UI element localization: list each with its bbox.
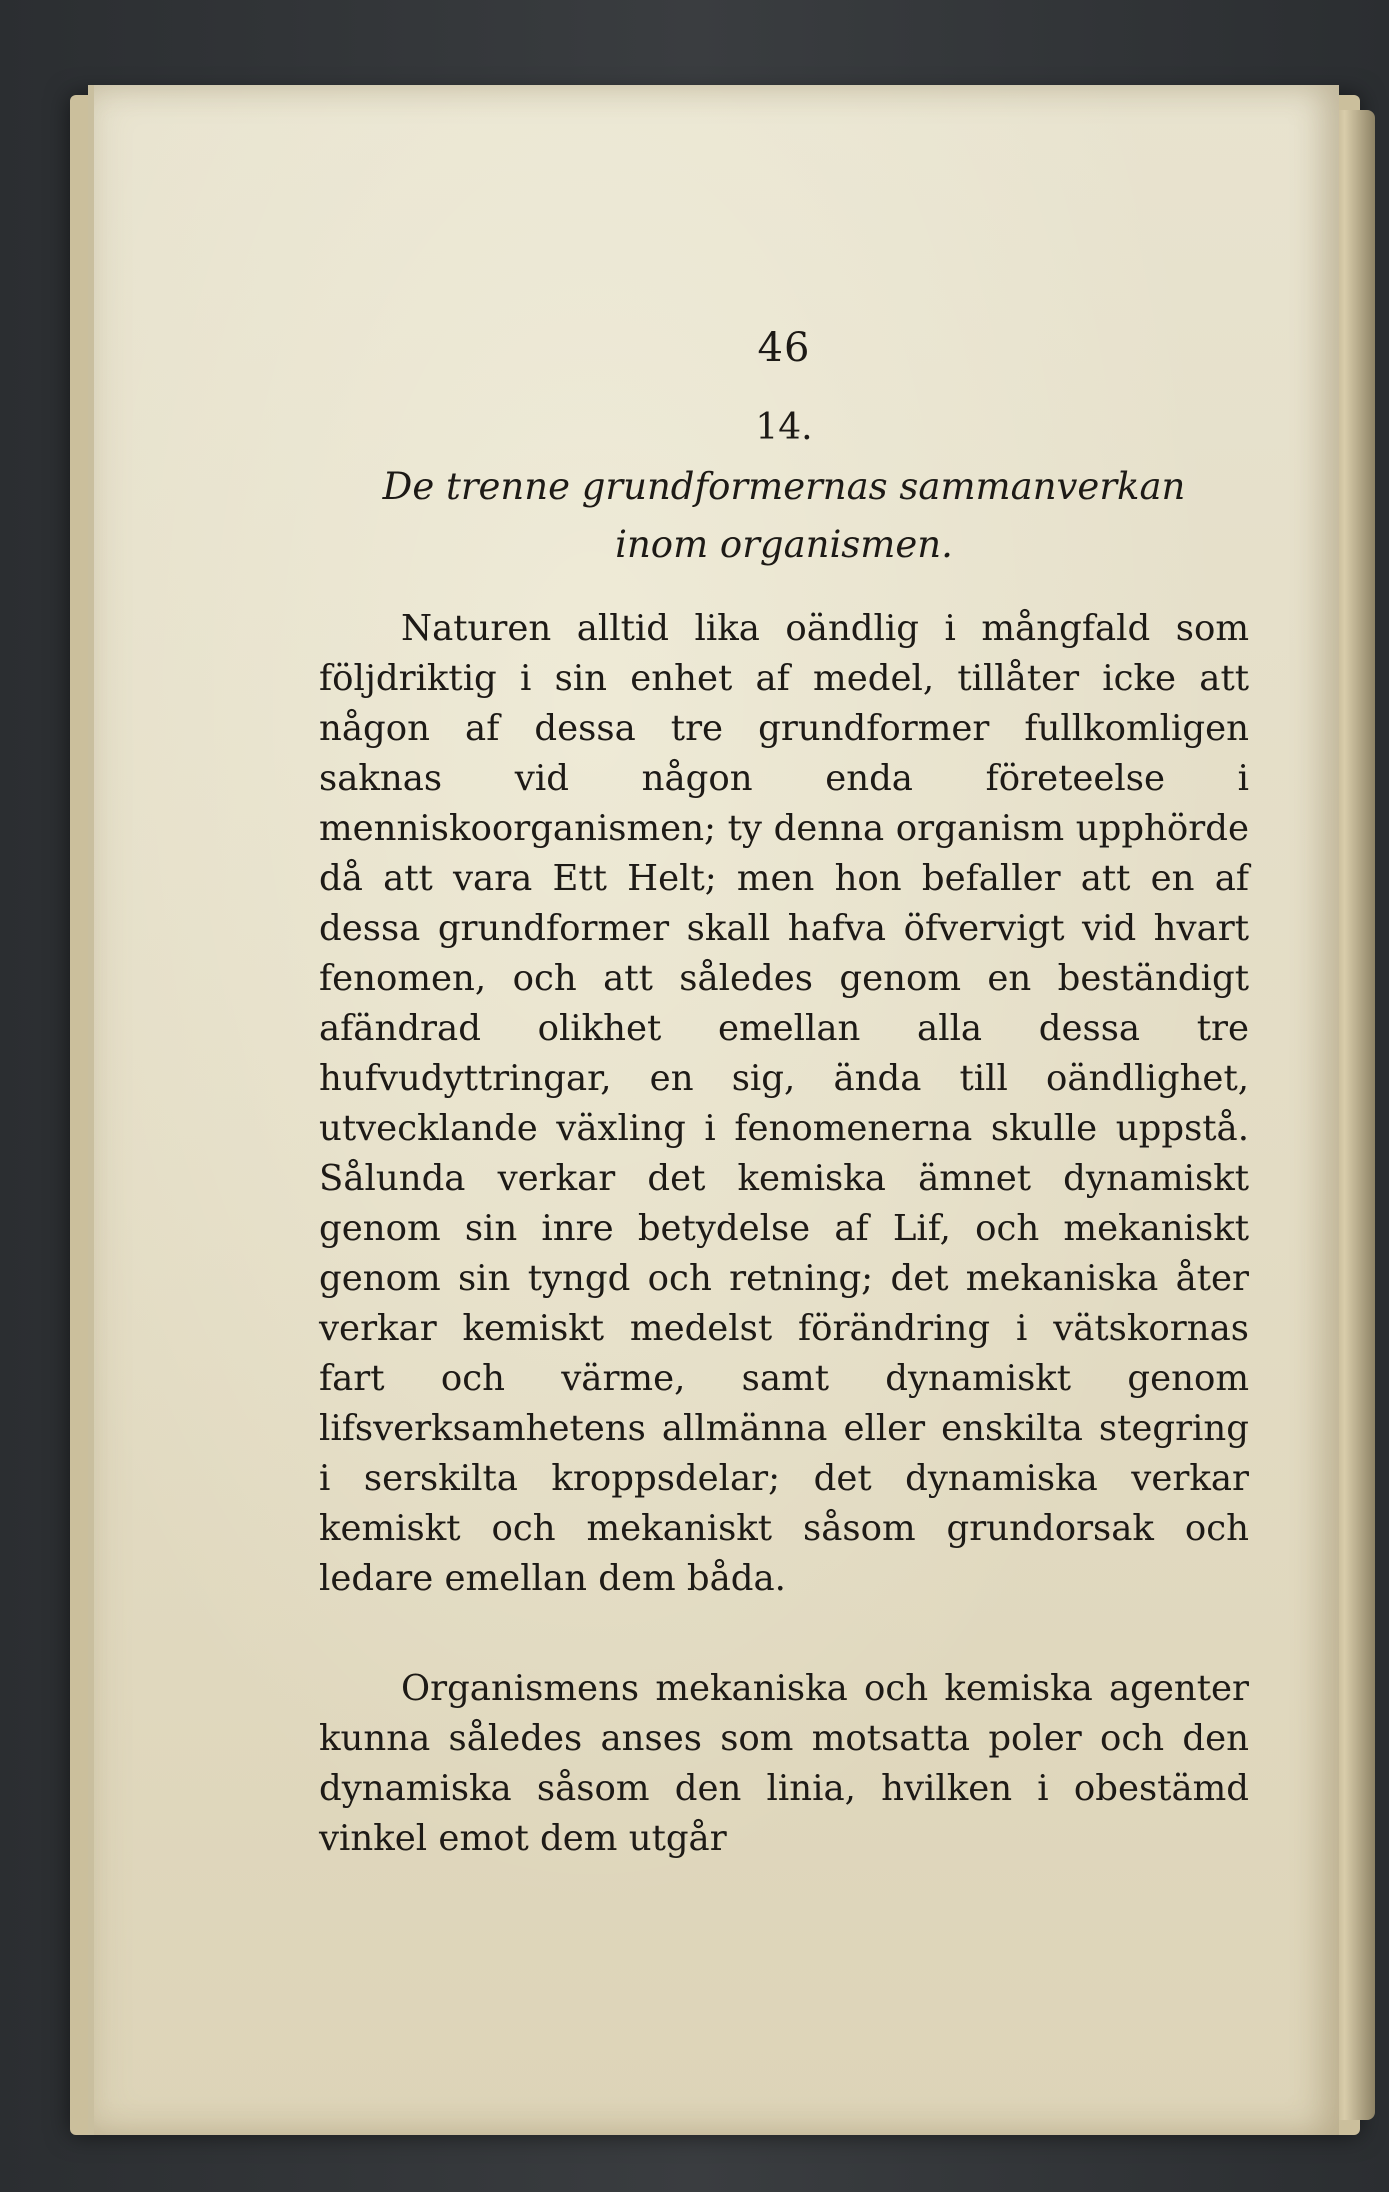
section-number: 14.	[755, 407, 813, 448]
page-text-block	[319, 325, 1279, 1864]
section-heading-line-2: inom organismen.	[615, 523, 953, 566]
paragraph-2	[319, 1664, 1249, 1864]
section-heading	[319, 458, 1249, 574]
page-number: 46	[757, 325, 811, 371]
paragraph-1-text: Naturen alltid lika oändlig i mångfald som följdriktig i sin enhet af medel, tillåter icke att någon af dessa tre grundformer fullkomligen saknas vid någon enda företeelse i menniskoorganismen; ty denna organism upphörde då att vara Ett Helt; men hon befaller att en af dessa grundformer skall hafva öfvervigt vid hvart fenomen, och att således genom en beständigt afändrad olikhet emellan alla dessa tre hufvudyttringar, en sig, ända till oändlighet, utvecklande växling i fenomenerna skulle uppstå. Sålunda verkar det kemiska ämnet dynamiskt genom sin inre betydelse af Lif, och mekaniskt genom sin tyngd och retning; det mekaniska åter verkar kemiskt medelst förändring i vätskornas fart och värme, samt dynamiskt genom lifsverksamhetens allmänna eller enskilta stegring i serskilta kroppsdelar; det dynamiska verkar kemiskt och mekaniskt såsom grundorsak och ledare emellan dem båda.	[319, 608, 1249, 1599]
paragraph-2-text: Organismens mekaniska och kemiska agenter kunna således anses som motsatta poler och den dynamiska såsom den linia, hvilken i obestämd vinkel emot dem utgår	[319, 1668, 1249, 1859]
section-heading-line-1: De trenne grundformernas sammanverkan	[382, 465, 1186, 508]
paragraph-1	[319, 604, 1249, 1604]
book-page	[88, 85, 1339, 2135]
